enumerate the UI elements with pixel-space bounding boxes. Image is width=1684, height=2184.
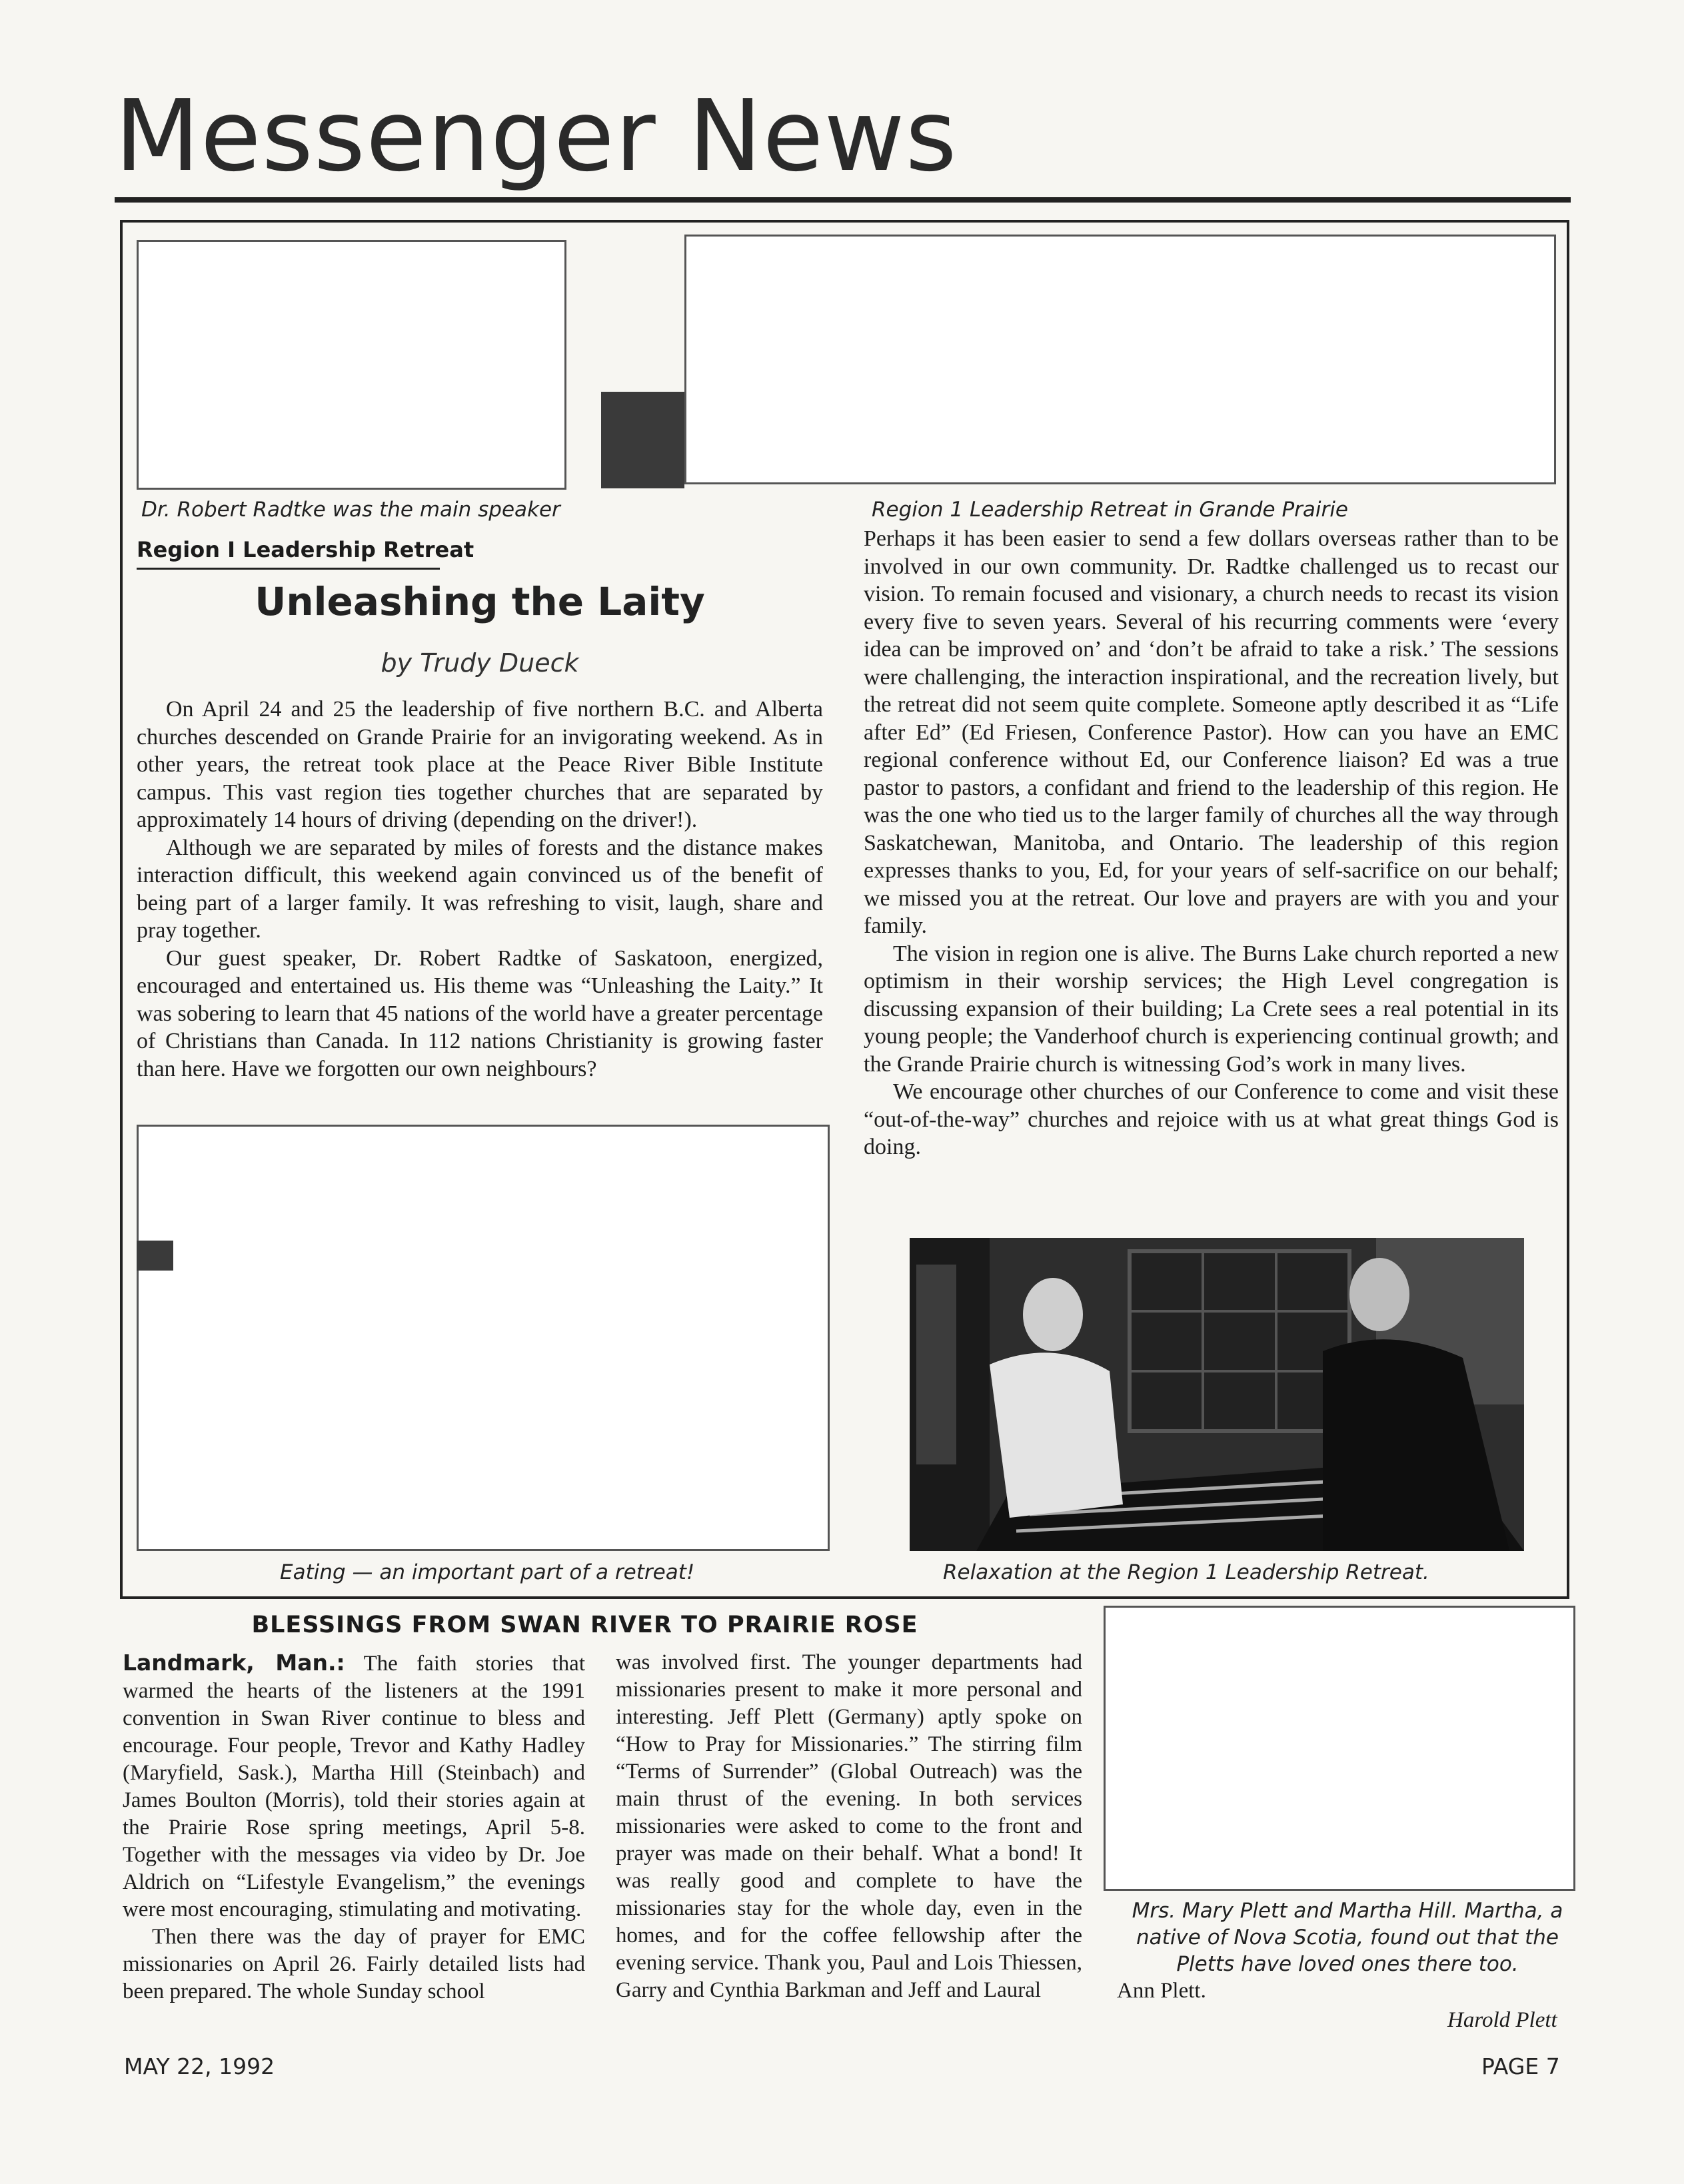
swan-river-headline: BLESSINGS FROM SWAN RIVER TO PRAIRIE ROSE: [251, 1612, 918, 1638]
foosball-scene-illustration: [910, 1238, 1524, 1551]
masthead-title: Messenger News: [115, 79, 958, 193]
photo-pletts: [1104, 1606, 1575, 1891]
right-paragraph: We encourage other churches of our Conference to come and visit these “out-of-the-way” churches and rejoice with us at what great things God is doing.: [864, 1079, 1559, 1159]
article-kicker: Region I Leadership Retreat: [137, 537, 474, 562]
right-paragraph: Perhaps it has been easier to send a few dollars overseas rather than to be involved in our own community. Dr. Radtke challenged us to recast our vision. To remain focused and visionary, a church needs to recast its vision every five to seven years. Several of his recurring comments were ‘every idea can be improved on’ and ‘don’t be afraid to take a risk.’ The sessions were challenging, the interaction inspirational, and the recreation lively, but the retreat did not seem quite complete. Someone aptly described it as “Life after Ed” (Ed Friesen, Conference Pastor). How can you have an EMC regional conference without Ed, our Conference liaison? Ed was a true pastor to pastors, a confidant and friend to the leadership of this region. He was the one who tied us to the larger family of churches all the way through Saskatchewan, Manitoba, and Ontario. The leadership of this region expresses thanks to you, Ed, for your years of self-sacrifice on our behalf; we missed you at the retreat. Our love and prayers are with you and your family.: [864, 526, 1559, 938]
photo-retreat-edge: [601, 392, 684, 488]
swan-river-column-1: [123, 1649, 585, 2005]
article-byline: by Trudy Dueck: [381, 648, 579, 678]
photo-foosball: [910, 1238, 1524, 1551]
feature-left-column: [137, 696, 823, 1083]
kicker-rule: [137, 568, 440, 570]
footer-date: MAY 22, 1992: [124, 2053, 275, 2079]
right-paragraph: The vision in region one is alive. The Burns Lake church reported a new optimism in their worship services; the High Level congregation is discussing expansion of their building; La Crete sees a real potential in its young people; the Vanderhoof church is experiencing continual growth; and the Grande Prairie church is witnessing God’s work in many lives.: [864, 941, 1559, 1077]
photo-retreat-grande-prairie: [684, 235, 1556, 484]
swan-river-paragraph: Then there was the day of prayer for EMC missionaries on April 26. Fairly detailed lists had been prepared. The whole Sunday school: [123, 1925, 585, 2003]
caption-credit: Ann Plett.: [1117, 1979, 1206, 2003]
swan-river-paragraph: was involved first. The younger departments had missionaries present to make it more personal and interesting. Jeff Plett (Germany) aptly spoke on “How to Pray for Missionaries.” The stirring film “Terms of Surrender” (Global Outreach) was the main thrust of the evening. In both services missionaries were asked to come to the front and prayer was made on their behalf. What a bond! It was really good and complete to have the missionaries stay for the whole day, even in the homes, and for the coffee fellowship after the evening service. Thank you, Paul and Lois Thiessen, Garry and Cynthia Barkman and Jeff and Laural: [616, 1650, 1082, 2002]
article-headline: Unleashing the Laity: [255, 579, 705, 624]
caption-radtke: Dr. Robert Radtke was the main speaker: [141, 498, 560, 522]
photo-radtke: [137, 240, 566, 490]
photo-eating-edge: [137, 1241, 173, 1271]
caption-foosball: Relaxation at the Region 1 Leadership Retreat.: [943, 1560, 1429, 1584]
feature-right-column: [864, 525, 1559, 1161]
left-paragraph: Our guest speaker, Dr. Robert Radtke of Saskatoon, energized, encouraged and entertained us. His theme was “Unleashing the Laity.” It was sobering to learn that 45 nations of the world have a greater percentage of Christians than Canada. In 112 nations Christianity is growing faster than here. Have we forgotten our own neighbours?: [137, 945, 823, 1081]
caption-eating: Eating — an important part of a retreat!: [280, 1560, 695, 1584]
article-signature: Harold Plett: [1447, 2008, 1557, 2032]
masthead-rule: [115, 197, 1571, 203]
swan-river-dateline: Landmark, Man.:: [123, 1650, 345, 1676]
left-paragraph: Although we are separated by miles of forests and the distance makes interaction difficult, this weekend again convinced us of the benefit of being part of a larger family. It was refreshing to visit, laugh, share and pray together.: [137, 835, 823, 943]
caption-pletts: Mrs. Mary Plett and Martha Hill. Martha, a native of Nova Scotia, found out that the Pletts have loved ones there too.: [1132, 1899, 1563, 1976]
footer-page-number: PAGE 7: [1481, 2053, 1560, 2079]
left-paragraph: On April 24 and 25 the leadership of five northern B.C. and Alberta churches descended on Grande Prairie for an invigorating weekend. As in other years, the retreat took place at the Peace River Bible Institute campus. This vast region ties together churches that are separated by approximately 14 hours of driving (depending on the driver!).: [137, 697, 823, 832]
swan-river-lead-text: The faith stories that warmed the hearts of the listeners at the 1991 convention in Swan River continue to bless and encourage. Four people, Trevor and Kathy Hadley (Maryfield, Sask.), Martha Hill (Steinbach) and James Boulton (Morris), told their stories again at the Prairie Rose spring meetings, April 5-8. Together with the messages via video by Dr. Joe Aldrich on “Lifestyle Evangelism,” the evenings were most encouraging, stimulating and motivating.: [123, 1652, 585, 1921]
swan-river-paragraph: [123, 1649, 585, 1923]
swan-river-column-2: [616, 1649, 1082, 2004]
photo-eating: [137, 1125, 830, 1551]
caption-retreat: Region 1 Leadership Retreat in Grande Prairie: [872, 498, 1348, 522]
